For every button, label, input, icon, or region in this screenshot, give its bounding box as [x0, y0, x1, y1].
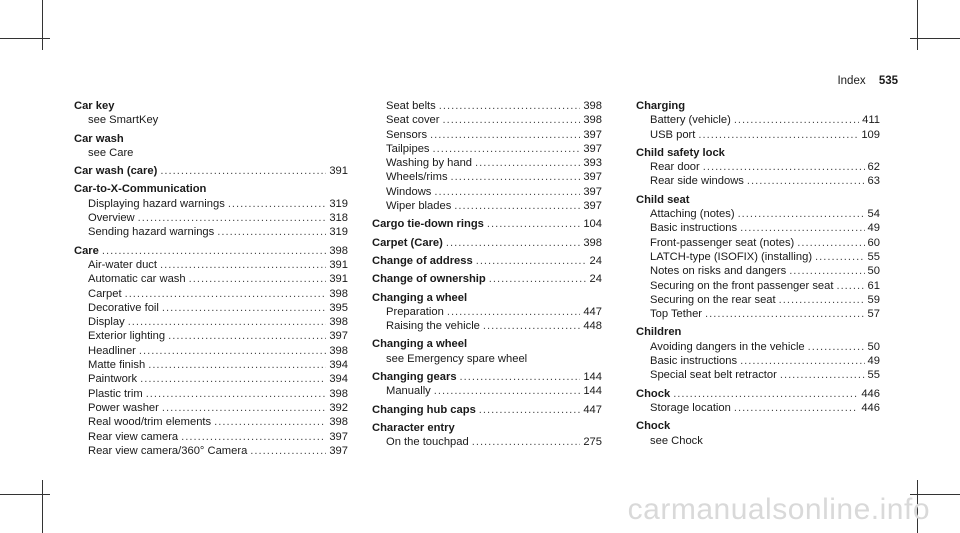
index-subentry-text: Plastic trim — [88, 387, 143, 400]
page-ref: 144 — [583, 385, 602, 398]
index-subentry-text: Automatic car wash — [88, 273, 186, 286]
page-ref: 398 — [329, 387, 348, 400]
index-subentry-text: Top Tether — [650, 308, 703, 321]
leader-dots — [454, 199, 580, 213]
leader-dots — [779, 293, 865, 307]
page-ref: 397 — [329, 330, 348, 343]
index-heading-text: Children — [636, 326, 682, 339]
index-subentry — [74, 197, 348, 211]
index-heading-text: Car wash (care) — [74, 165, 158, 178]
index-subentry — [636, 354, 880, 368]
leader-dots — [439, 99, 581, 113]
index-subentry-text: Paintwork — [88, 373, 138, 386]
index-subentry — [74, 444, 348, 458]
index-entry — [372, 236, 602, 250]
leader-dots — [160, 164, 326, 178]
index-subentry-text: Decorative foil — [88, 301, 159, 314]
leader-dots — [430, 128, 580, 142]
index-subentry-text: Real wood/trim elements — [88, 416, 212, 429]
page-ref: 397 — [583, 171, 602, 184]
page-ref: 49 — [867, 355, 880, 368]
page-ref: 49 — [867, 222, 880, 235]
leader-dots — [181, 430, 326, 444]
page-ref: 446 — [861, 387, 880, 400]
watermark: carmanualsonline.info — [627, 493, 930, 526]
index-subentry — [372, 113, 602, 127]
index-subentry — [636, 236, 880, 250]
index-subentry — [636, 340, 880, 354]
index-entry — [74, 182, 348, 239]
index-entry — [74, 132, 348, 161]
index-entry — [636, 99, 880, 142]
index-subentry-text: Wiper blades — [386, 200, 452, 213]
index-entry — [372, 217, 602, 231]
page-ref: 57 — [867, 308, 880, 321]
leader-dots — [483, 319, 580, 333]
index-subentry-text: Headliner — [88, 344, 136, 357]
page-ref: 397 — [583, 142, 602, 155]
index-subentry-text: Rear view camera/360° Camera — [88, 444, 248, 457]
index-heading — [636, 146, 880, 160]
index-subentry — [636, 174, 880, 188]
index-subentry-text: see SmartKey — [88, 114, 159, 127]
index-entry — [636, 325, 880, 382]
index-subentry — [636, 160, 880, 174]
index-heading — [636, 387, 880, 401]
page-ref: 398 — [583, 236, 602, 249]
index-subentry — [636, 401, 880, 415]
index-subentry — [74, 358, 348, 372]
index-entry — [636, 193, 880, 322]
leader-dots — [102, 244, 326, 258]
index-subentry-text: see Care — [88, 146, 134, 159]
index-entry — [74, 164, 348, 178]
page-ref: 395 — [329, 301, 348, 314]
leader-dots — [815, 250, 865, 264]
index-subentry — [74, 415, 348, 429]
index-entry — [372, 337, 602, 366]
index-entry — [372, 421, 602, 450]
index-subentry — [636, 128, 880, 142]
index-subentry-text: Wheels/rims — [386, 171, 448, 184]
leader-dots — [139, 344, 326, 358]
index-subentry-text: Avoiding dangers in the vehicle — [650, 340, 805, 353]
page-ref: 318 — [329, 212, 348, 225]
index-heading — [74, 164, 348, 178]
index-subentry — [74, 272, 348, 286]
index-entry — [74, 99, 348, 128]
index-subentry — [74, 301, 348, 315]
leader-dots — [433, 142, 581, 156]
index-subentry — [372, 142, 602, 156]
leader-dots — [734, 113, 859, 127]
page-ref: 392 — [329, 401, 348, 414]
crop-mark — [917, 0, 918, 50]
index-subentry-text: Air-water duct — [88, 258, 158, 271]
index-heading — [74, 182, 348, 196]
page-ref: 398 — [329, 244, 348, 257]
leader-dots — [168, 329, 326, 343]
leader-dots — [434, 185, 580, 199]
index-subentry — [74, 329, 348, 343]
page-ref: 59 — [867, 293, 880, 306]
index-heading-text: Change of address — [372, 254, 473, 267]
index-subentry — [636, 113, 880, 127]
index-heading — [636, 99, 880, 113]
index-heading — [372, 291, 602, 305]
index-subentry-text: Front-passenger seat (notes) — [650, 236, 795, 249]
page-ref: 448 — [583, 320, 602, 333]
page-ref: 447 — [583, 403, 602, 416]
leader-dots — [476, 254, 587, 268]
page-ref: 398 — [329, 416, 348, 429]
index-subentry-text: Sending hazard warnings — [88, 226, 215, 239]
index-subentry-text: Matte finish — [88, 359, 146, 372]
page-ref: 24 — [589, 273, 602, 286]
index-subentry-text: Rear side windows — [650, 175, 744, 188]
leader-dots — [148, 358, 326, 372]
page-ref: 55 — [867, 250, 880, 263]
index-subentry — [74, 430, 348, 444]
index-subentry — [636, 207, 880, 221]
leader-dots — [836, 279, 864, 293]
leader-dots — [734, 401, 858, 415]
page-ref: 61 — [867, 279, 880, 292]
index-subentry — [636, 221, 880, 235]
page-ref: 104 — [583, 218, 602, 231]
index-heading-text: Child safety lock — [636, 146, 725, 159]
index-subentry-text: Windows — [386, 185, 432, 198]
index-entry — [636, 419, 880, 448]
index-heading — [636, 419, 880, 433]
index-heading-text: Cargo tie-down rings — [372, 218, 484, 231]
leader-dots — [780, 368, 865, 382]
index-subentry-text: Carpet — [88, 287, 122, 300]
index-subentry-text: Attaching (notes) — [650, 208, 735, 221]
page-ref: 63 — [867, 175, 880, 188]
leader-dots — [489, 272, 587, 286]
index-subentry — [372, 156, 602, 170]
index-label: Index — [837, 75, 866, 87]
page-ref: 397 — [583, 200, 602, 213]
index-subentry — [372, 319, 602, 333]
leader-dots — [434, 384, 581, 398]
index-subentry — [372, 435, 602, 449]
crop-mark — [0, 494, 50, 495]
index-heading-text: Changing a wheel — [372, 291, 468, 304]
index-subentry — [74, 113, 348, 127]
index-subentry — [636, 264, 880, 278]
leader-dots — [740, 354, 864, 368]
index-subentry-text: Power washer — [88, 401, 159, 414]
index-entry — [74, 244, 348, 458]
leader-dots — [189, 272, 327, 286]
leader-dots — [472, 435, 581, 449]
leader-dots — [446, 236, 580, 250]
leader-dots — [451, 170, 581, 184]
index-subentry-text: Exterior lighting — [88, 330, 166, 343]
leader-dots — [475, 156, 580, 170]
leader-dots — [160, 258, 326, 272]
index-subentry — [636, 279, 880, 293]
index-subentry-text: Displaying hazard warnings — [88, 197, 225, 210]
page-ref: 50 — [867, 340, 880, 353]
index-subentry — [372, 185, 602, 199]
leader-dots — [138, 211, 327, 225]
page-number: 535 — [878, 75, 898, 87]
leader-dots — [250, 444, 326, 458]
index-subentry-text: LATCH-type (ISOFIX) (installing) — [650, 250, 813, 263]
index-subentry-text: USB port — [650, 128, 696, 141]
page-ref: 447 — [583, 305, 602, 318]
index-heading-text: Character entry — [372, 421, 455, 434]
index-subentry-text: see Emergency spare wheel — [386, 352, 528, 365]
page-ref: 144 — [583, 371, 602, 384]
index-subentry-text: Seat belts — [386, 100, 436, 112]
index-subentry-text: Display — [88, 316, 125, 329]
index-subentry — [74, 372, 348, 386]
page-ref: 397 — [329, 444, 348, 457]
index-entry — [372, 291, 602, 334]
crop-mark — [42, 480, 43, 533]
index-heading — [636, 193, 880, 207]
leader-dots — [228, 197, 327, 211]
page-ref: 394 — [329, 359, 348, 372]
index-subentry — [372, 352, 602, 366]
index-subentry-text: Storage location — [650, 401, 731, 414]
index-entry — [636, 387, 880, 416]
crop-mark — [0, 38, 50, 39]
page-ref: 411 — [862, 114, 880, 127]
leader-dots — [673, 387, 858, 401]
index-heading — [74, 99, 348, 113]
index-heading-text: Care — [74, 244, 99, 257]
index-entry — [372, 254, 602, 268]
index-entry — [372, 272, 602, 286]
leader-dots — [698, 128, 858, 142]
index-subentry — [372, 199, 602, 213]
index-heading-text: Changing gears — [372, 371, 457, 384]
index-heading — [372, 337, 602, 351]
index-heading — [74, 132, 348, 146]
leader-dots — [447, 305, 580, 319]
index-subentry — [372, 305, 602, 319]
index-heading-text: Car wash — [74, 132, 124, 145]
page-ref: 275 — [583, 436, 602, 449]
index-subentry-text: Battery (vehicle) — [650, 114, 731, 127]
page-ref: 50 — [867, 265, 880, 278]
index-heading — [372, 403, 602, 417]
index-subentry — [636, 250, 880, 264]
index-subentry — [636, 434, 880, 448]
leader-dots — [125, 287, 327, 301]
index-heading — [372, 236, 602, 250]
page-header — [837, 75, 898, 87]
leader-dots — [162, 401, 326, 415]
index-subentry-text: Securing on the rear seat — [650, 293, 776, 306]
index-column-1 — [74, 99, 348, 458]
leader-dots — [808, 340, 865, 354]
index-subentry — [74, 315, 348, 329]
page-ref: 391 — [329, 258, 348, 271]
index-subentry-text: Special seat belt retractor — [650, 369, 777, 382]
index-entry — [372, 370, 602, 399]
index-subentry-text: Basic instructions — [650, 355, 738, 368]
index-subentry — [636, 307, 880, 321]
index-entry — [372, 99, 602, 213]
index-subentry-text: Basic instructions — [650, 222, 738, 235]
page-ref: 60 — [867, 236, 880, 249]
index-heading-text: Change of ownership — [372, 273, 486, 286]
page-ref: 393 — [583, 157, 602, 170]
index-subentry-text: Manually — [386, 385, 431, 398]
index-heading-text: Charging — [636, 100, 686, 112]
index-heading — [372, 370, 602, 384]
leader-dots — [747, 174, 865, 188]
page-ref: 398 — [329, 316, 348, 329]
index-subentry — [372, 99, 602, 113]
index-subentry — [372, 384, 602, 398]
page-ref: 24 — [589, 254, 602, 267]
index-subentry — [74, 258, 348, 272]
index-heading-text: Changing a wheel — [372, 338, 468, 351]
index-subentry — [372, 128, 602, 142]
page-ref: 62 — [867, 161, 880, 174]
page-ref: 394 — [329, 373, 348, 386]
page-ref: 391 — [329, 273, 348, 286]
index-subentry-text: Rear view camera — [88, 430, 179, 443]
leader-dots — [479, 403, 581, 417]
leader-dots — [705, 307, 865, 321]
leader-dots — [162, 301, 326, 315]
index-subentry — [74, 344, 348, 358]
index-subentry-text: Securing on the front passenger seat — [650, 279, 834, 292]
index-heading-text: Car key — [74, 100, 115, 112]
leader-dots — [703, 160, 865, 174]
index-heading-text: Changing hub caps — [372, 403, 476, 416]
index-entry — [636, 146, 880, 189]
leader-dots — [460, 370, 581, 384]
index-heading — [372, 272, 602, 286]
page-ref: 55 — [867, 369, 880, 382]
page-ref: 319 — [329, 197, 348, 210]
leader-dots — [128, 315, 327, 329]
page-ref: 319 — [329, 226, 348, 239]
index-heading-text: Child seat — [636, 193, 690, 206]
leader-dots — [740, 221, 864, 235]
index-subentry-text: Seat cover — [386, 114, 440, 127]
page-ref: 397 — [329, 430, 348, 443]
index-subentry — [74, 146, 348, 160]
index-subentry-text: Tailpipes — [386, 142, 430, 155]
index-heading-text: Car-to-X-Communication — [74, 183, 207, 196]
leader-dots — [789, 264, 864, 278]
page-ref: 446 — [861, 401, 880, 414]
index-subentry-text: Preparation — [386, 305, 444, 318]
index-heading — [372, 254, 602, 268]
page-ref: 54 — [867, 208, 880, 221]
page-ref: 397 — [583, 128, 602, 141]
index-subentry — [372, 170, 602, 184]
leader-dots — [797, 236, 864, 250]
index-heading — [372, 421, 602, 435]
index-subentry-text: On the touchpad — [386, 436, 469, 449]
page-ref: 398 — [583, 114, 602, 127]
page-ref: 109 — [861, 128, 880, 141]
page-ref: 398 — [583, 100, 602, 112]
index-subentry-text: Rear door — [650, 161, 700, 174]
index-subentry — [74, 401, 348, 415]
index-column-2 — [372, 99, 602, 450]
page-ref: 398 — [329, 344, 348, 357]
leader-dots — [214, 415, 326, 429]
index-subentry-text: Notes on risks and dangers — [650, 265, 787, 278]
index-column-3 — [636, 99, 880, 448]
index-subentry — [74, 211, 348, 225]
leader-dots — [738, 207, 865, 221]
leader-dots — [146, 387, 327, 401]
index-subentry — [636, 293, 880, 307]
index-heading-text: Chock — [636, 387, 671, 400]
index-subentry-text: Overview — [88, 212, 135, 225]
index-entry — [372, 403, 602, 417]
leader-dots — [140, 372, 326, 386]
leader-dots — [487, 217, 580, 231]
crop-mark — [42, 0, 43, 50]
index-subentry — [74, 387, 348, 401]
index-heading — [636, 325, 880, 339]
index-subentry-text: Washing by hand — [386, 157, 473, 170]
leader-dots — [442, 113, 580, 127]
page-ref: 391 — [329, 165, 348, 178]
index-subentry-text: Raising the vehicle — [386, 320, 480, 333]
index-subentry — [636, 368, 880, 382]
leader-dots — [217, 225, 326, 239]
index-subentry-text: Sensors — [386, 128, 428, 141]
page-ref: 397 — [583, 185, 602, 198]
index-heading — [372, 217, 602, 231]
page-ref: 398 — [329, 287, 348, 300]
index-subentry — [74, 225, 348, 239]
index-subentry — [74, 287, 348, 301]
index-heading-text: Carpet (Care) — [372, 236, 443, 249]
crop-mark — [910, 38, 960, 39]
index-heading-text: Chock — [636, 420, 671, 433]
index-subentry-text: see Chock — [650, 434, 703, 447]
index-heading — [74, 244, 348, 258]
